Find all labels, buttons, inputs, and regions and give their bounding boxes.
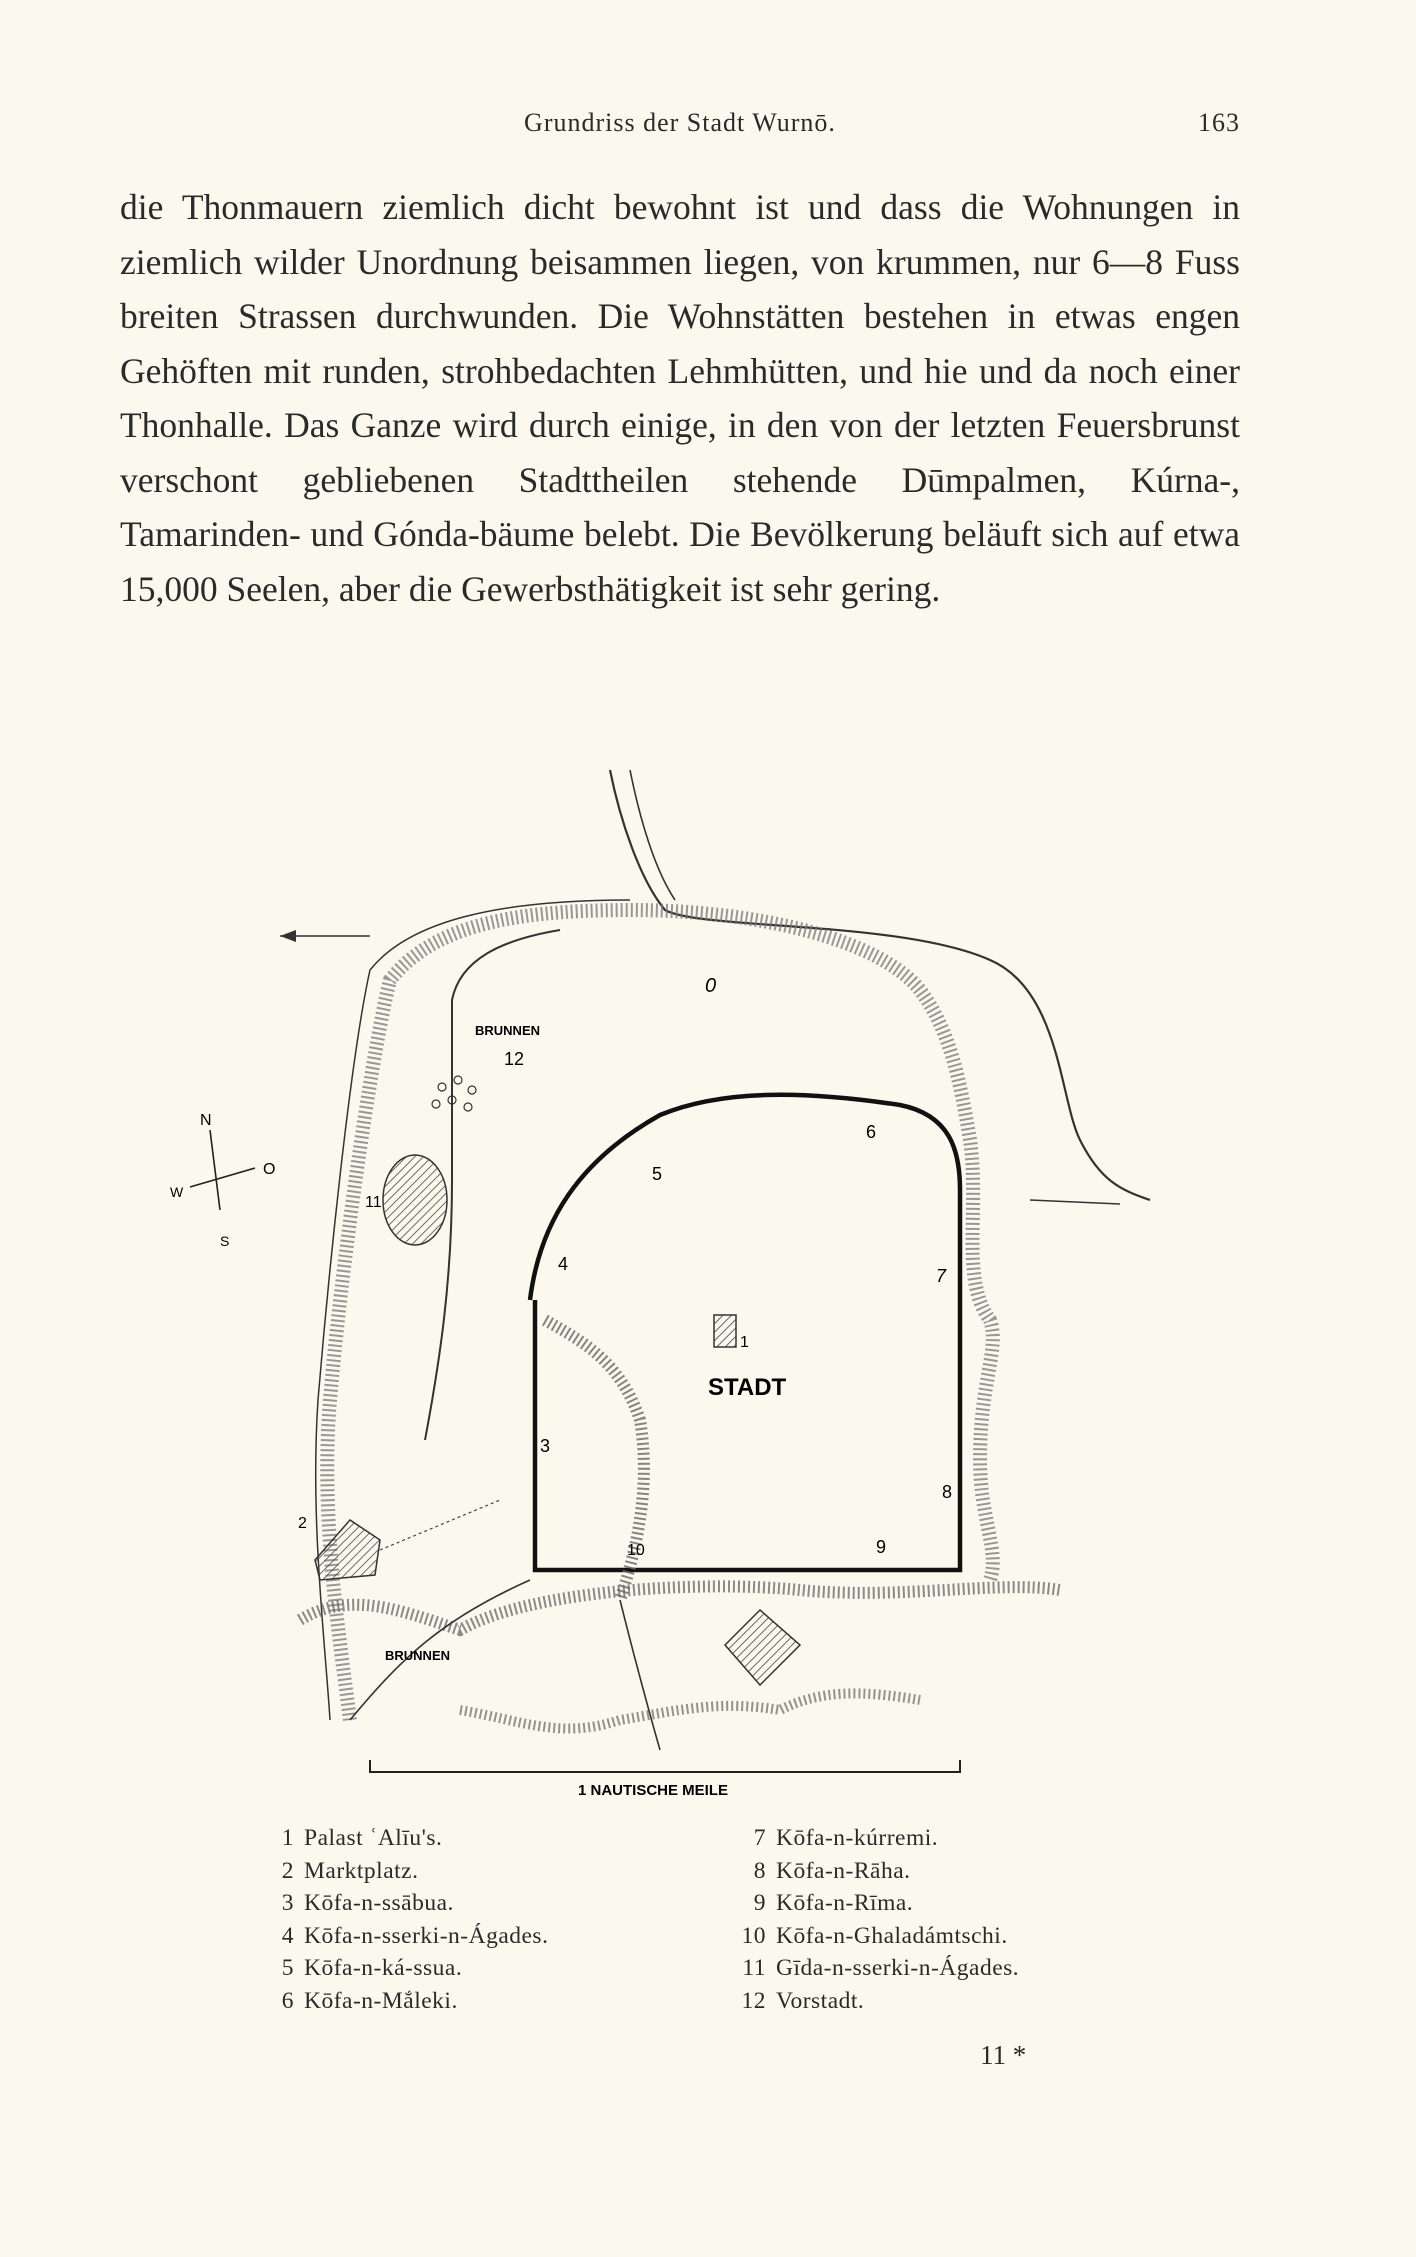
compass-s: S: [220, 1233, 230, 1249]
outer-wall-line: [316, 900, 630, 1720]
legend-right-column: [736, 1822, 1019, 2017]
arrow-east: [1030, 1200, 1120, 1204]
marker-4: 4: [558, 1254, 569, 1274]
legend-item: 3 Kōfa-n-ssābua.: [281, 1890, 454, 1916]
scale-label: 1 NAUTISCHE MEILE: [578, 1782, 729, 1799]
legend-item: 12 Vorstadt.: [741, 1987, 865, 2014]
body-paragraph: [120, 180, 1240, 616]
feature-diamond: [725, 1610, 800, 1685]
compass-n: N: [200, 1112, 212, 1129]
feature-11-oval: [383, 1155, 447, 1245]
town-plan-svg: [170, 760, 1140, 1800]
running-title: Grundriss der Stadt Wurnō.: [524, 108, 836, 137]
label-stadt: STADT: [708, 1374, 787, 1401]
marker-6: 6: [866, 1122, 877, 1142]
marker-9: 9: [876, 1537, 887, 1557]
arrow-west-head: [280, 930, 296, 942]
south-ridge: [300, 1586, 1060, 1630]
marker-7: 7: [936, 1266, 947, 1286]
legend-item: 6 Kōfa-n-Mắleki.: [281, 1987, 458, 2014]
legend-item: 7 Kōfa-n-kúrremi.: [753, 1825, 939, 1851]
legend-item: 10 Kōfa-n-Ghaladámtschi.: [741, 1922, 1008, 1949]
marker-0: 0: [705, 975, 717, 997]
town-wall: [530, 1095, 960, 1570]
label-brunnen-bottom: BRUNNEN: [385, 1648, 450, 1663]
marker-11: 11: [365, 1194, 382, 1211]
label-brunnen-top: BRUNNEN: [475, 1023, 540, 1038]
marker-1: 1: [740, 1334, 749, 1351]
town-plan-map: [170, 760, 1140, 1800]
huts-group: [432, 1076, 476, 1111]
legend-item: 1 Palast ʿAlīu's.: [281, 1825, 443, 1851]
marker-12: 12: [504, 1049, 525, 1069]
legend-item: 9 Kōfa-n-Rīma.: [753, 1890, 914, 1916]
river-line-2: [630, 770, 675, 900]
page-number: 163: [1198, 108, 1240, 137]
marker-3: 3: [540, 1436, 551, 1456]
paragraph-text: die Thonmauern ziemlich dicht bewohnt ist und dass die Wohnungen in ziemlich wilder Unordnung beisammen liegen, von krummen, nur 6—8 Fuss breiten Strassen durchwunden. Die Wohnstätten bestehen in etwas engen Gehöften mit runden, strohbedachten Lehmhütten, und hie und da noch einer Thonhalle. Das Ganze wird durch einige, in den von der letzten Feuersbrunst verschont gebliebenen Stadttheilen stehende Dūmpalmen, Kúrna-, Tamarinden- und Gónda-bäume belebt. Die Bevölkerung beläuft sich auf etwa 15,000 Seelen, aber die Gewerbsthätigkeit ist sehr gering.: [120, 187, 1240, 609]
feature-1-palace: [714, 1315, 736, 1347]
signature-mark: 11 *: [980, 2040, 1027, 2070]
path-to-market: [380, 1500, 500, 1550]
south-ridge-2: [460, 1693, 920, 1728]
marker-2: 2: [298, 1515, 307, 1532]
compass-o: O: [263, 1161, 276, 1178]
legend-item: 11 Gīda-n-sserki-n-Ágades.: [742, 1955, 1020, 1981]
page-header: [120, 108, 1240, 148]
scale-bar: [370, 1760, 960, 1772]
legend-item: 8 Kōfa-n-Rāha.: [753, 1857, 911, 1884]
compass: [190, 1130, 255, 1210]
marker-5: 5: [652, 1164, 663, 1184]
marker-8: 8: [942, 1482, 953, 1502]
river-line: [610, 770, 1150, 1200]
legend-item: 5 Kōfa-n-ká-ssua.: [281, 1955, 463, 1981]
compass-w: W: [170, 1184, 184, 1200]
legend-item: 2 Marktplatz.: [281, 1857, 419, 1884]
marker-10: 10: [627, 1542, 645, 1559]
outer-wall-band: [327, 910, 993, 1720]
legend-left-column: [264, 1822, 548, 2017]
legend-item: 4 Kōfa-n-sserki-n-Ágades.: [281, 1922, 549, 1949]
feature-2-market: [315, 1520, 380, 1580]
